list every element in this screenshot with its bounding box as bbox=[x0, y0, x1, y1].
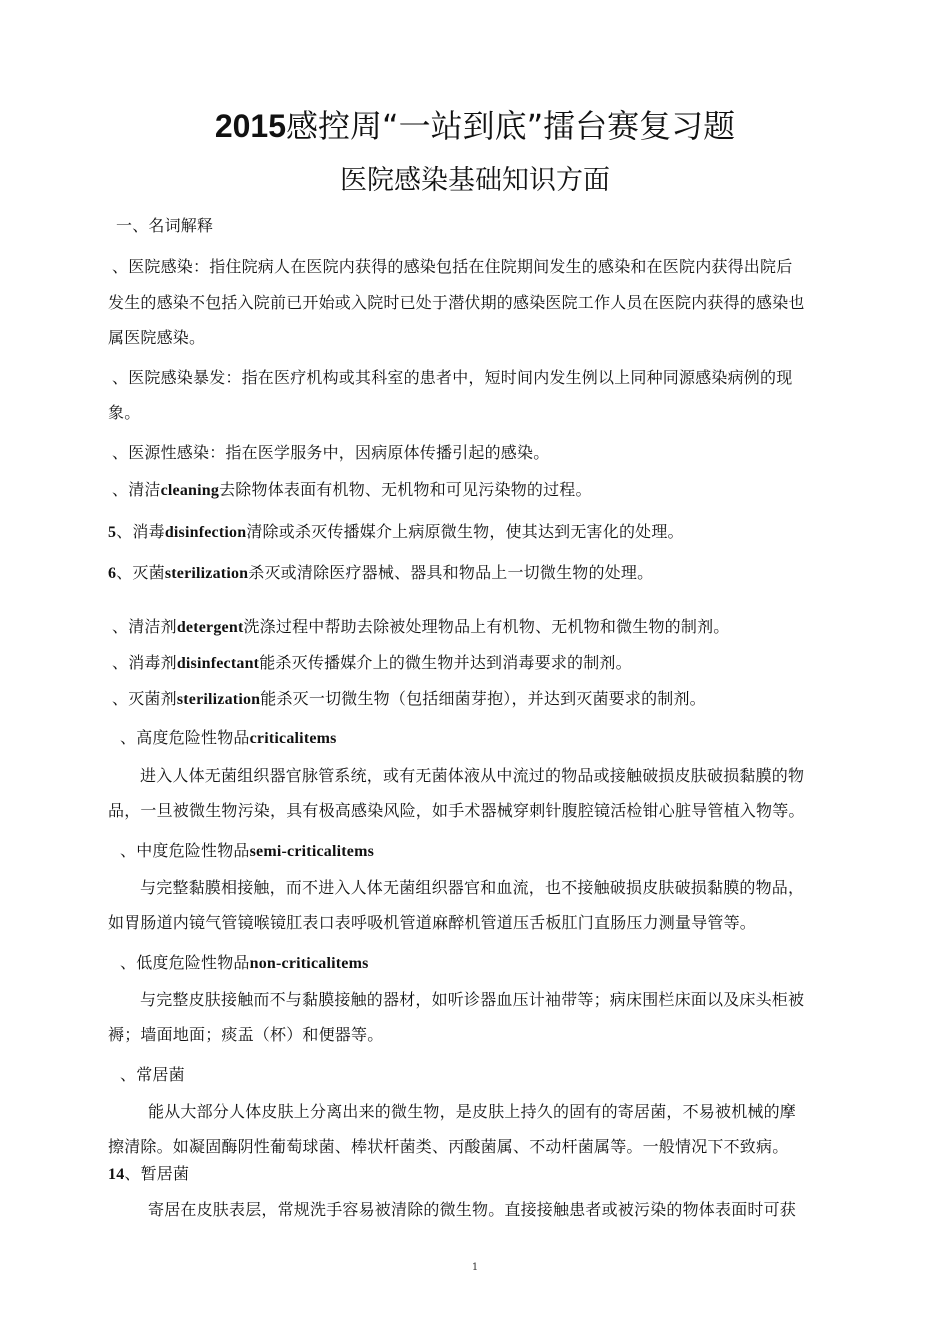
paragraph-line: 品，一旦被微生物污染，具有极高感染风险，如手术器械穿刺针腹腔镜活检钳心脏导管植入物等。 bbox=[108, 801, 805, 820]
paragraph-line: 、医院感染暴发：指在医疗机构或其科室的患者中，短时间内发生例以上同种同源感染病例的现 bbox=[112, 368, 793, 387]
paragraph-line bbox=[108, 522, 843, 543]
subheading bbox=[120, 953, 855, 974]
paragraph-line bbox=[112, 689, 847, 710]
section-heading: 一、名词解释 bbox=[116, 216, 214, 235]
subheading bbox=[120, 841, 855, 862]
term-definition: 清除或杀灭传播媒介上病原微生物，使其达到无害化的处理。 bbox=[246, 522, 684, 541]
paragraph-line bbox=[112, 480, 847, 501]
term-english: disinfectant bbox=[176, 655, 260, 672]
term-label: 、消毒 bbox=[116, 522, 165, 541]
title-text: 感控周“一站到底”擂台赛复习题 bbox=[286, 107, 736, 145]
term-definition: 能杀灭传播媒介上的微生物并达到消毒要求的制剂。 bbox=[259, 653, 632, 672]
paragraph-line: 进入人体无菌组织器官脉管系统，或有无菌体液从中流过的物品或接触破损皮肤破损黏膜的物 bbox=[140, 766, 805, 785]
paragraph-line bbox=[108, 563, 843, 584]
paragraph-line: 能从大部分人体皮肤上分离出来的微生物，是皮肤上持久的固有的寄居菌，不易被机械的摩 bbox=[148, 1102, 797, 1121]
item-number: 6 bbox=[108, 565, 117, 582]
term-english: criticalitems bbox=[249, 730, 337, 747]
term-definition: 杀灭或清除医疗器械、器具和物品上一切微生物的处理。 bbox=[248, 563, 654, 582]
term-english: cleaning bbox=[160, 482, 220, 499]
subheading: 、常居菌 bbox=[120, 1065, 185, 1084]
subheading bbox=[108, 1164, 843, 1185]
title-year: 2015 bbox=[214, 108, 286, 144]
term-english: semi-criticalitems bbox=[249, 843, 375, 860]
term-label: 、高度危险性物品 bbox=[120, 728, 250, 747]
term-label: 、灭菌 bbox=[116, 563, 165, 582]
term-label: 、清洁 bbox=[112, 480, 161, 499]
document-subtitle: 医院感染基础知识方面 bbox=[340, 165, 610, 196]
term-label: 、消毒剂 bbox=[112, 653, 177, 672]
term-definition: 去除物体表面有机物、无机物和可见污染物的过程。 bbox=[219, 480, 592, 499]
term-label: 、中度危险性物品 bbox=[120, 841, 250, 860]
paragraph-line: 擦清除。如凝固酶阴性葡萄球菌、棒状杆菌类、丙酸菌属、不动杆菌属等。一般情况下不致病。 bbox=[108, 1137, 789, 1156]
subheading bbox=[120, 728, 855, 749]
paragraph-line: 与完整皮肤接触而不与黏膜接触的器材，如听诊器血压计袖带等；病床围栏床面以及床头柜被 bbox=[140, 990, 805, 1009]
term-label: 、低度危险性物品 bbox=[120, 953, 250, 972]
paragraph-line: 如胃肠道内镜气管镜喉镜肛表口表呼吸机管道麻醉机管道压舌板肛门直肠压力测量导管等。 bbox=[108, 913, 757, 932]
term-english: sterilization bbox=[164, 565, 249, 582]
paragraph-line bbox=[112, 653, 847, 674]
term-english: detergent bbox=[176, 619, 244, 636]
item-number: 5 bbox=[108, 524, 117, 541]
document-title bbox=[0, 104, 950, 148]
term-label: 、清洁剂 bbox=[112, 617, 177, 636]
item-number: 14 bbox=[108, 1166, 125, 1183]
term-english: sterilization bbox=[176, 691, 261, 708]
paragraph-line: 与完整黏膜相接触，而不进入人体无菌组织器官和血流，也不接触破损皮肤破损黏膜的物品， bbox=[140, 878, 805, 897]
term-definition: 洗涤过程中帮助去除被处理物品上有机物、无机物和微生物的制剂。 bbox=[243, 617, 730, 636]
term-english: non-criticalitems bbox=[249, 955, 369, 972]
paragraph-line: 、医院感染：指住院病人在医院内获得的感染包括在住院期间发生的感染和在医院内获得出院后 bbox=[112, 257, 793, 276]
term-english: disinfection bbox=[164, 524, 247, 541]
page-number: 1 bbox=[471, 1262, 479, 1273]
paragraph-line: 寄居在皮肤表层，常规洗手容易被清除的微生物。直接接触患者或被污染的物体表面时可获 bbox=[148, 1200, 797, 1219]
paragraph-line bbox=[112, 617, 847, 638]
paragraph-line: 象。 bbox=[108, 403, 141, 422]
paragraph-line: 发生的感染不包括入院前已开始或入院时已处于潜伏期的感染医院工作人员在医院内获得的感染也 bbox=[108, 293, 805, 312]
term-label: 、灭菌剂 bbox=[112, 689, 177, 708]
term-label: 、暂居菌 bbox=[124, 1164, 190, 1183]
paragraph-line: 属医院感染。 bbox=[108, 328, 206, 347]
term-definition: 能杀灭一切微生物（包括细菌芽抱），并达到灭菌要求的制剂。 bbox=[260, 689, 706, 708]
paragraph-line: 、医源性感染：指在医学服务中，因病原体传播引起的感染。 bbox=[112, 443, 550, 462]
paragraph-line: 褥；墙面地面；痰盂（杯）和便器等。 bbox=[108, 1025, 384, 1044]
